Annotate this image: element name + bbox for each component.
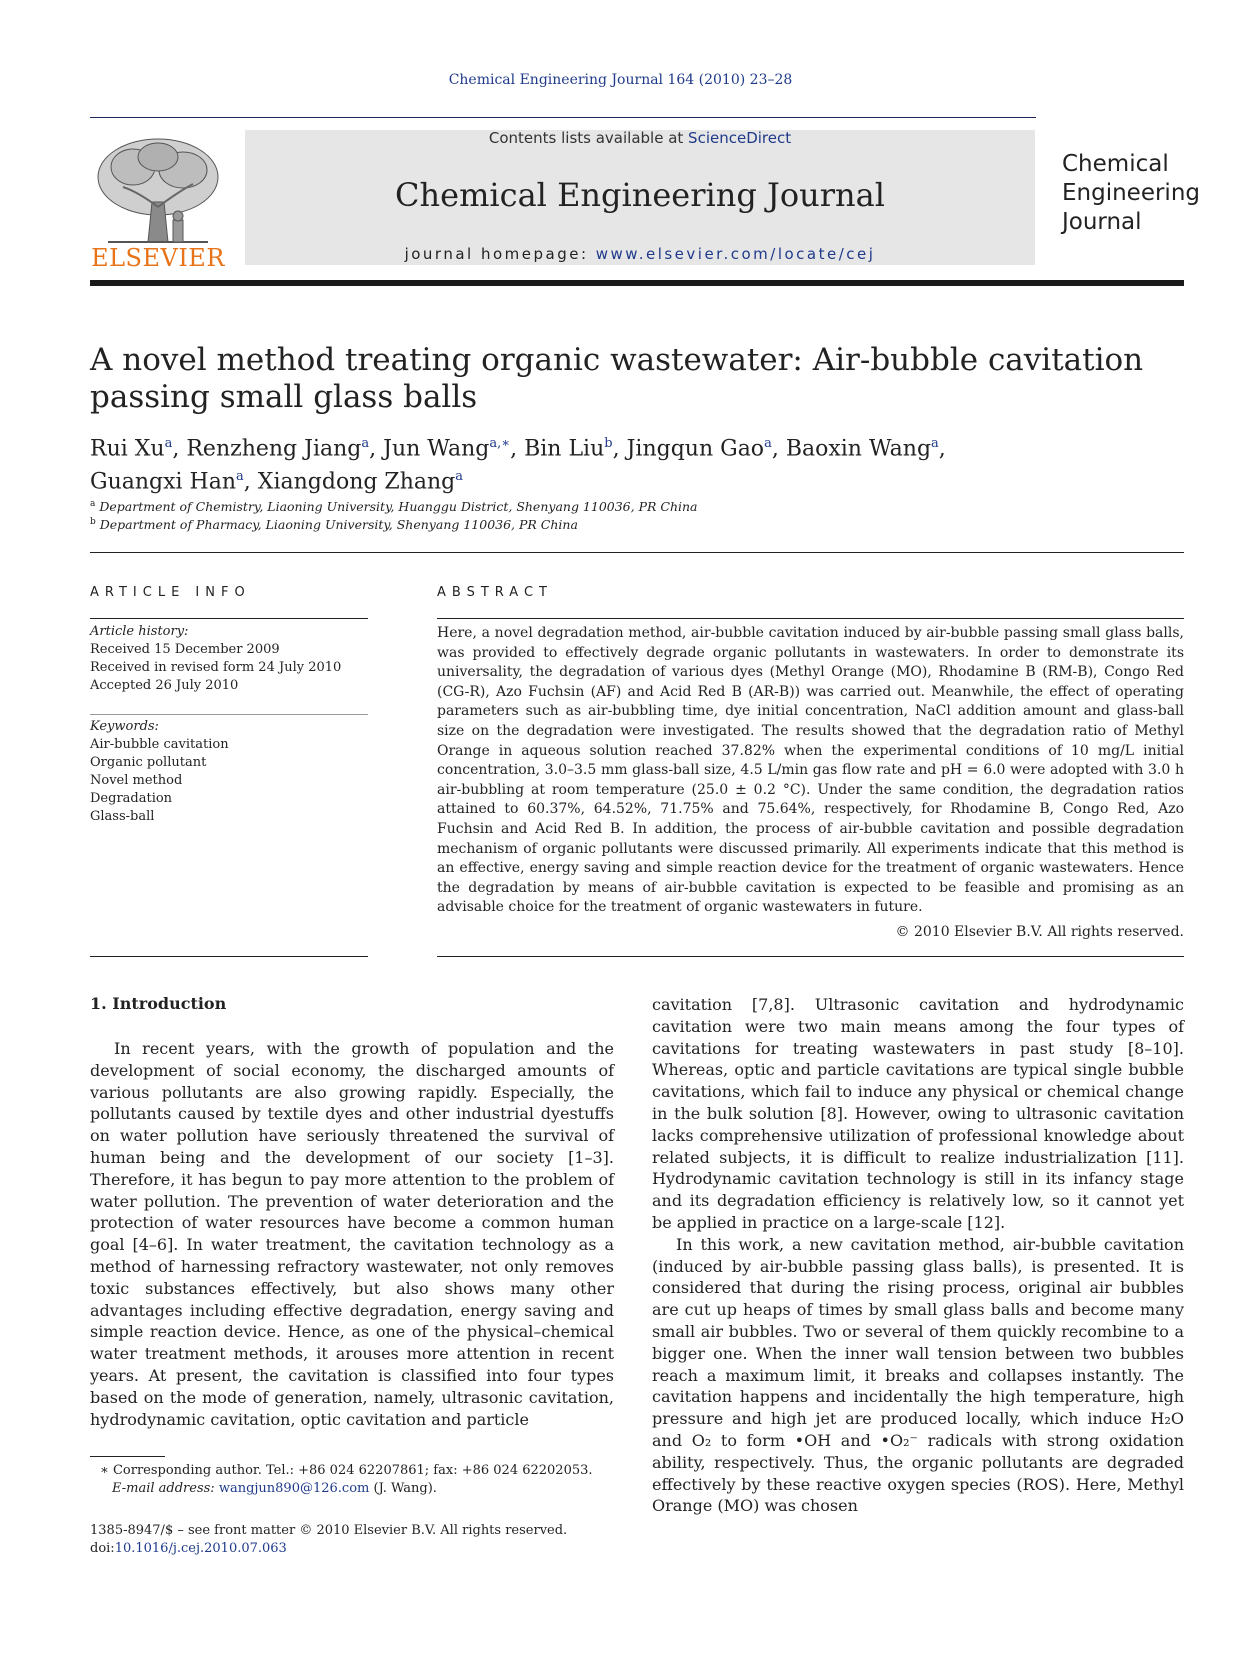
author-name: Rui Xu bbox=[90, 436, 165, 462]
accepted-date: Accepted 26 July 2010 bbox=[90, 678, 239, 693]
homepage-link[interactable]: www.elsevier.com/locate/cej bbox=[595, 245, 876, 263]
article-title: A novel method treating organic wastewater: Air-bubble cavitation passing small glass balls bbox=[90, 342, 1144, 415]
article-info-bottom-rule bbox=[90, 956, 368, 957]
keywords-label: Keywords: bbox=[90, 719, 159, 734]
doi-line bbox=[90, 1540, 650, 1558]
article-info-rule bbox=[90, 618, 368, 619]
article-info-divider bbox=[90, 714, 368, 715]
affiliation-b: $^b$ Department of Pharmacy, Liaoning University, Shenyang 110036, PR China bbox=[90, 517, 578, 533]
doi-label: doi: bbox=[90, 1541, 115, 1556]
body-column-right bbox=[652, 994, 1184, 1517]
keyword-item: Degradation bbox=[90, 791, 173, 806]
issn-doi-block bbox=[90, 1522, 650, 1558]
author-affiliation-marker[interactable]: a bbox=[931, 436, 939, 451]
section-rule bbox=[90, 552, 1184, 553]
header-thick-rule bbox=[90, 280, 1184, 286]
author-name: Renzheng Jiang bbox=[186, 436, 362, 462]
footnote-rule bbox=[90, 1456, 165, 1457]
revised-date: Received in revised form 24 July 2010 bbox=[90, 660, 342, 675]
intro-paragraph: In recent years, with the growth of population and the development of social economy, the discharged amounts of various pollutants are also growing rapidly. Especially, the pollutants caused by textile dyes and other industrial dyestuffs on water pollution have seriously threatened the survival of human being and the development of our society [1–3]. Therefore, it has begun to pay more attention to the problem of water pollution. The prevention of water deterioration and the protection of water resources have become a common human goal [4–6]. In water treatment, the cavitation technology as a method of harnessing refractory wastewater, not only removes toxic substances effectively, but also shows many other advantages including effective degradation, energy saving and simple reaction device. Hence, as one of the physical–chemical water treatment methods, it arouses more attention in recent years. At present, the cavitation is classified into four types based on the mode of generation, namely, ultrasonic cavitation, hydrodynamic cavitation, optic cavitation and particle bbox=[90, 1039, 614, 1429]
corresponding-author-text: ∗ Corresponding author. Tel.: +86 024 62207861; fax: +86 024 62202053. bbox=[100, 1463, 593, 1478]
body-column-left bbox=[90, 1038, 614, 1430]
corresponding-author-footnote bbox=[100, 1462, 620, 1498]
author-name: Bin Liu bbox=[524, 436, 605, 462]
cover-line: Journal bbox=[1062, 209, 1142, 235]
article-info-heading: ARTICLE INFO bbox=[90, 585, 251, 600]
author-name: Jun Wang bbox=[383, 436, 490, 462]
history-label: Article history: bbox=[90, 624, 189, 639]
author-affiliation-marker[interactable]: a bbox=[361, 436, 370, 451]
author-name: Baoxin Wang bbox=[785, 436, 932, 462]
intro-paragraph-continued: cavitation [7,8]. Ultrasonic cavitation and hydrodynamic cavitation were two main means among the four types of cavitations for treating wastewaters in past study [8–10]. Whereas, optic and particle cavitations are typical single bubble cavitations, which fail to induce any physical or chemical change in the bulk solution [8]. However, owing to ultrasonic cavitation lacks comprehensive utilization of professional knowledge about related subjects, it is difficult to realize industrialization [11]. Hydrodynamic cavitation technology is still in its infancy stage and its degradation efficiency is relatively low, so it cannot yet be applied in practice on a large-scale [12]. bbox=[652, 995, 1184, 1232]
journal-name: Chemical Engineering Journal bbox=[395, 176, 885, 214]
sciencedirect-link[interactable]: ScienceDirect bbox=[688, 129, 792, 147]
cover-line: Chemical bbox=[1062, 151, 1169, 177]
author-affiliation-marker[interactable]: a bbox=[455, 469, 464, 485]
author-affiliation-marker[interactable]: a bbox=[236, 469, 244, 485]
cover-line: Engineering bbox=[1062, 180, 1200, 206]
homepage-line bbox=[245, 245, 1035, 263]
abstract-heading: ABSTRACT bbox=[437, 585, 553, 600]
keyword-item: Novel method bbox=[90, 773, 183, 788]
keyword-item: Organic pollutant bbox=[90, 755, 207, 770]
abstract-copyright: © 2010 Elsevier B.V. All rights reserved. bbox=[895, 924, 1184, 940]
email-suffix: (J. Wang). bbox=[369, 1481, 437, 1496]
author-name: Guangxi Han bbox=[90, 469, 237, 495]
header-rule bbox=[90, 117, 1036, 118]
contents-line bbox=[245, 129, 1035, 147]
doi-link[interactable]: 10.1016/j.cej.2010.07.063 bbox=[114, 1541, 287, 1556]
journal-cover-title bbox=[1062, 150, 1200, 237]
author-affiliation-marker[interactable]: a bbox=[764, 436, 772, 451]
contents-prefix: Contents lists available at bbox=[488, 129, 689, 147]
homepage-prefix: journal homepage: bbox=[404, 245, 596, 263]
keywords-block bbox=[90, 718, 368, 826]
issn-line: 1385-8947/$ – see front matter © 2010 Elsevier B.V. All rights reserved. bbox=[90, 1523, 568, 1538]
email-link[interactable]: wangjun890@126.com bbox=[218, 1481, 370, 1496]
email-label: E-mail address: bbox=[112, 1481, 219, 1496]
abstract-rule bbox=[437, 618, 1184, 619]
elsevier-wordmark: ELSEVIER bbox=[91, 244, 225, 272]
author-affiliation-marker[interactable]: a,∗ bbox=[489, 436, 511, 451]
journal-citation-link[interactable]: Chemical Engineering Journal 164 (2010) 23–28 bbox=[448, 72, 793, 88]
abstract-text: Here, a novel degradation method, air-bubble cavitation induced by air-bubble passing small glass balls, was provided to effectively degrade organic pollutants in wastewaters. In order to demonstrate its universality, the degradation of various dyes (Methyl Orange (MO), Rhodamine B (RM-B), Congo Red (CG-R), Azo Fuchsin (AF) and Acid Red B (AR-B)) was carried out. Meanwhile, the effect of operating parameters such as air-bubbling time, dye initial concentration, NaCl addition amount and glass-ball size on the degradation were investigated. The results showed that the degradation ratio of Methyl Orange in aqueous solution reached 37.82% when the experimental conditions of 10 mg/L initial concentration, 3.0–3.5 mm glass-ball size, 4.5 L/min gas flow rate and pH = 6.0 were adopted with 3.0 h air-bubbling at room temperature (25.0 ± 0.2 °C). Under the same condition, the degradation ratios attained to 60.37%, 64.52%, 71.75% and 75.64%, respectively, for Rhodamine B, Congo Red, Azo Fuchsin and Acid Red B. In addition, the process of air-bubble cavitation and possible degradation mechanism of organic pollutants were discussed primarily. All experiments indicate that this method is an effective, energy saving and simple reaction device for the treatment of organic wastewaters. Hence the degradation by means of air-bubble cavitation is expected to be feasible and promising as an advisable choice for the treatment of organic wastewaters in future. bbox=[437, 625, 1184, 916]
keyword-item: Air-bubble cavitation bbox=[90, 737, 229, 752]
author-affiliation-marker[interactable]: a bbox=[164, 436, 173, 451]
author-affiliation-marker[interactable]: b bbox=[604, 436, 613, 451]
author-list: Rui Xu$^a$, Renzheng Jiang$^a$, Jun Wang$^{a,∗}$, Bin Liu$^b$, Jingqun Gao$^a$, Baoxin Wang$^a$, Guangxi Han$^a$, Xiangdong Zhang$^a$ bbox=[90, 436, 946, 495]
abstract-bottom-rule bbox=[437, 956, 1184, 957]
author-name: Xiangdong Zhang bbox=[257, 469, 456, 495]
affiliation-a: $^a$ Department of Chemistry, Liaoning University, Huanggu District, Shenyang 110036, PR China bbox=[90, 499, 698, 515]
intro-paragraph: In this work, a new cavitation method, air-bubble cavitation (induced by air-bubble passing glass balls), is presented. It is considered that during the rising process, original air bubbles are cut up heaps of times by small glass balls and become many small air bubbles. Two or several of them quickly recombine to a bigger one. When the inner wall tension between two bubbles reach a maximum limit, it breaks and collapses instantly. The cavitation happens and incidentally the high temperature, high pressure and high jet are produced locally, which induce H₂O and O₂ to form •OH and •O₂⁻ radicals with strong oxidation ability, respectively. Thus, the organic pollutants are degraded effectively by these reactive oxygen species (ROS). Here, Methyl Orange (MO) was chosen bbox=[652, 1234, 1184, 1516]
email-line bbox=[100, 1480, 620, 1498]
article-history bbox=[90, 623, 368, 695]
keyword-item: Glass-ball bbox=[90, 809, 155, 824]
author-name: Jingqun Gao bbox=[626, 436, 765, 462]
introduction-heading: 1. Introduction bbox=[90, 994, 227, 1013]
received-date: Received 15 December 2009 bbox=[90, 642, 280, 657]
